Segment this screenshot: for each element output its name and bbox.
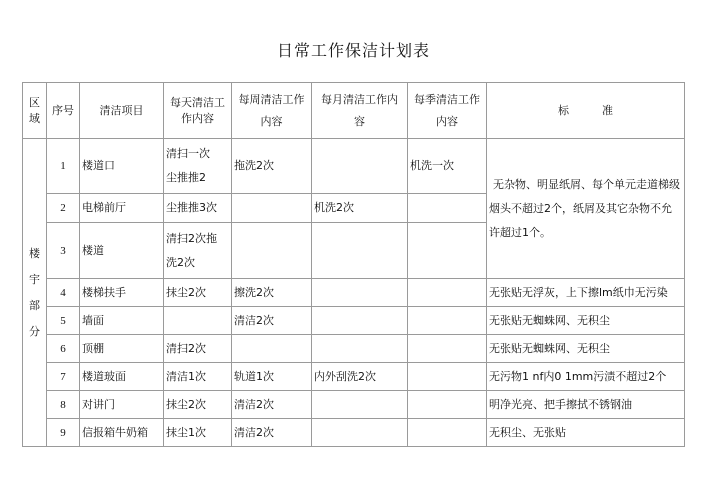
row-weekly: 清洁2次 bbox=[232, 391, 312, 419]
daily-line: 抹尘2次 bbox=[166, 285, 206, 299]
row-no: 2 bbox=[47, 194, 80, 223]
daily-line bbox=[166, 320, 229, 321]
row-monthly: 内外刮洗2次 bbox=[312, 363, 408, 391]
row-daily bbox=[164, 279, 232, 307]
row-no: 1 bbox=[47, 139, 80, 194]
row-item: 信报箱牛奶箱 bbox=[80, 419, 164, 447]
row-no: 6 bbox=[47, 335, 80, 363]
header-weekly-l1: 每周清洁工作 bbox=[238, 92, 305, 106]
zone-cell bbox=[23, 139, 47, 447]
row-no: 7 bbox=[47, 363, 80, 391]
row-weekly: 拖洗2次 bbox=[232, 139, 312, 194]
row-item: 顶棚 bbox=[80, 335, 164, 363]
row-weekly bbox=[232, 194, 312, 223]
daily-line: 清扫一次 bbox=[166, 147, 210, 160]
row-item: 墙面 bbox=[80, 307, 164, 335]
row-weekly: 清洁2次 bbox=[232, 307, 312, 335]
row-quarterly bbox=[408, 419, 487, 447]
row-quarterly bbox=[408, 307, 487, 335]
table-row bbox=[23, 363, 685, 391]
row-standard: 无张贴无浮灰，上下擦lm纸巾无污染 bbox=[487, 279, 685, 307]
row-item: 楼道玻面 bbox=[80, 363, 164, 391]
daily-line: 抹尘1次 bbox=[166, 425, 206, 439]
row-monthly bbox=[312, 335, 408, 363]
row-monthly bbox=[312, 419, 408, 447]
zone-label: 楼宇部分 bbox=[29, 246, 40, 338]
row-no: 9 bbox=[47, 419, 80, 447]
row-daily bbox=[164, 363, 232, 391]
header-monthly bbox=[312, 83, 408, 139]
row-daily bbox=[164, 335, 232, 363]
row-daily bbox=[164, 194, 232, 223]
row-item: 电梯前厅 bbox=[80, 194, 164, 223]
daily-line: 洗2次 bbox=[166, 255, 195, 269]
row-item: 楼梯扶手 bbox=[80, 279, 164, 307]
row-standard-shared: 无杂物、明显纸屑、每个单元走道梯级烟头不超过2个，纸屑及其它杂物不允许超过1个。 bbox=[487, 139, 685, 279]
row-monthly: 机洗2次 bbox=[312, 194, 408, 223]
header-weekly bbox=[232, 83, 312, 139]
row-item: 楼道口 bbox=[80, 139, 164, 194]
header-monthly-l2: 容 bbox=[354, 114, 365, 128]
row-standard: 无污物1 nf内0 1mm污渍不超过2个 bbox=[487, 363, 685, 391]
row-monthly bbox=[312, 307, 408, 335]
row-monthly bbox=[312, 139, 408, 194]
row-no: 8 bbox=[47, 391, 80, 419]
row-daily bbox=[164, 139, 232, 194]
row-monthly bbox=[312, 279, 408, 307]
row-no: 3 bbox=[47, 223, 80, 279]
row-quarterly bbox=[408, 363, 487, 391]
row-quarterly bbox=[408, 391, 487, 419]
table-row bbox=[23, 335, 685, 363]
header-monthly-l1: 每月清洁工作内 bbox=[321, 92, 398, 106]
row-standard: 无积尘、无张贴 bbox=[487, 419, 685, 447]
row-standard: 无张贴无蜘蛛网、无积尘 bbox=[487, 335, 685, 363]
header-quarterly bbox=[408, 83, 487, 139]
row-daily bbox=[164, 307, 232, 335]
row-item: 对讲门 bbox=[80, 391, 164, 419]
daily-line: 尘推推2 bbox=[166, 171, 206, 184]
daily-line: 清扫2次拖 bbox=[166, 231, 217, 245]
cleaning-plan-table bbox=[22, 82, 685, 447]
header-quarterly-l2: 内容 bbox=[436, 114, 458, 128]
row-daily bbox=[164, 419, 232, 447]
row-standard: 明净光亮、把手擦拭不锈钢油 bbox=[487, 391, 685, 419]
header-no: 序号 bbox=[47, 83, 80, 139]
row-no: 5 bbox=[47, 307, 80, 335]
row-weekly bbox=[232, 335, 312, 363]
row-daily bbox=[164, 223, 232, 279]
row-standard: 无张贴无蜘蛛网、无积尘 bbox=[487, 307, 685, 335]
row-no: 4 bbox=[47, 279, 80, 307]
row-item: 楼道 bbox=[80, 223, 164, 279]
daily-line: 抹尘2次 bbox=[166, 397, 206, 411]
daily-line: 尘推推3次 bbox=[166, 201, 217, 214]
row-weekly bbox=[232, 223, 312, 279]
table-row bbox=[23, 391, 685, 419]
row-quarterly bbox=[408, 223, 487, 279]
header-standard: 标 准 bbox=[487, 83, 685, 139]
row-weekly: 轨道1次 bbox=[232, 363, 312, 391]
daily-line: 清洁1次 bbox=[166, 369, 206, 383]
daily-line: 清扫2次 bbox=[166, 341, 206, 355]
row-quarterly bbox=[408, 335, 487, 363]
header-daily: 每天清洁工作内容 bbox=[164, 83, 232, 139]
table-row bbox=[23, 279, 685, 307]
header-zone: 区域 bbox=[23, 83, 47, 139]
row-weekly: 清洁2次 bbox=[232, 419, 312, 447]
row-quarterly bbox=[408, 279, 487, 307]
table-row bbox=[23, 139, 685, 194]
table-row bbox=[23, 307, 685, 335]
row-daily bbox=[164, 391, 232, 419]
row-quarterly: 机洗一次 bbox=[408, 139, 487, 194]
row-monthly bbox=[312, 391, 408, 419]
header-row bbox=[23, 83, 685, 139]
header-weekly-l2: 内容 bbox=[260, 114, 283, 128]
row-weekly: 擦洗2次 bbox=[232, 279, 312, 307]
row-quarterly bbox=[408, 194, 487, 223]
page-title: 日常工作保洁计划表 bbox=[276, 41, 430, 60]
table-row bbox=[23, 419, 685, 447]
header-item: 清洁项目 bbox=[80, 83, 164, 139]
row-monthly bbox=[312, 223, 408, 279]
header-quarterly-l1: 每季清洁工作 bbox=[414, 92, 480, 106]
